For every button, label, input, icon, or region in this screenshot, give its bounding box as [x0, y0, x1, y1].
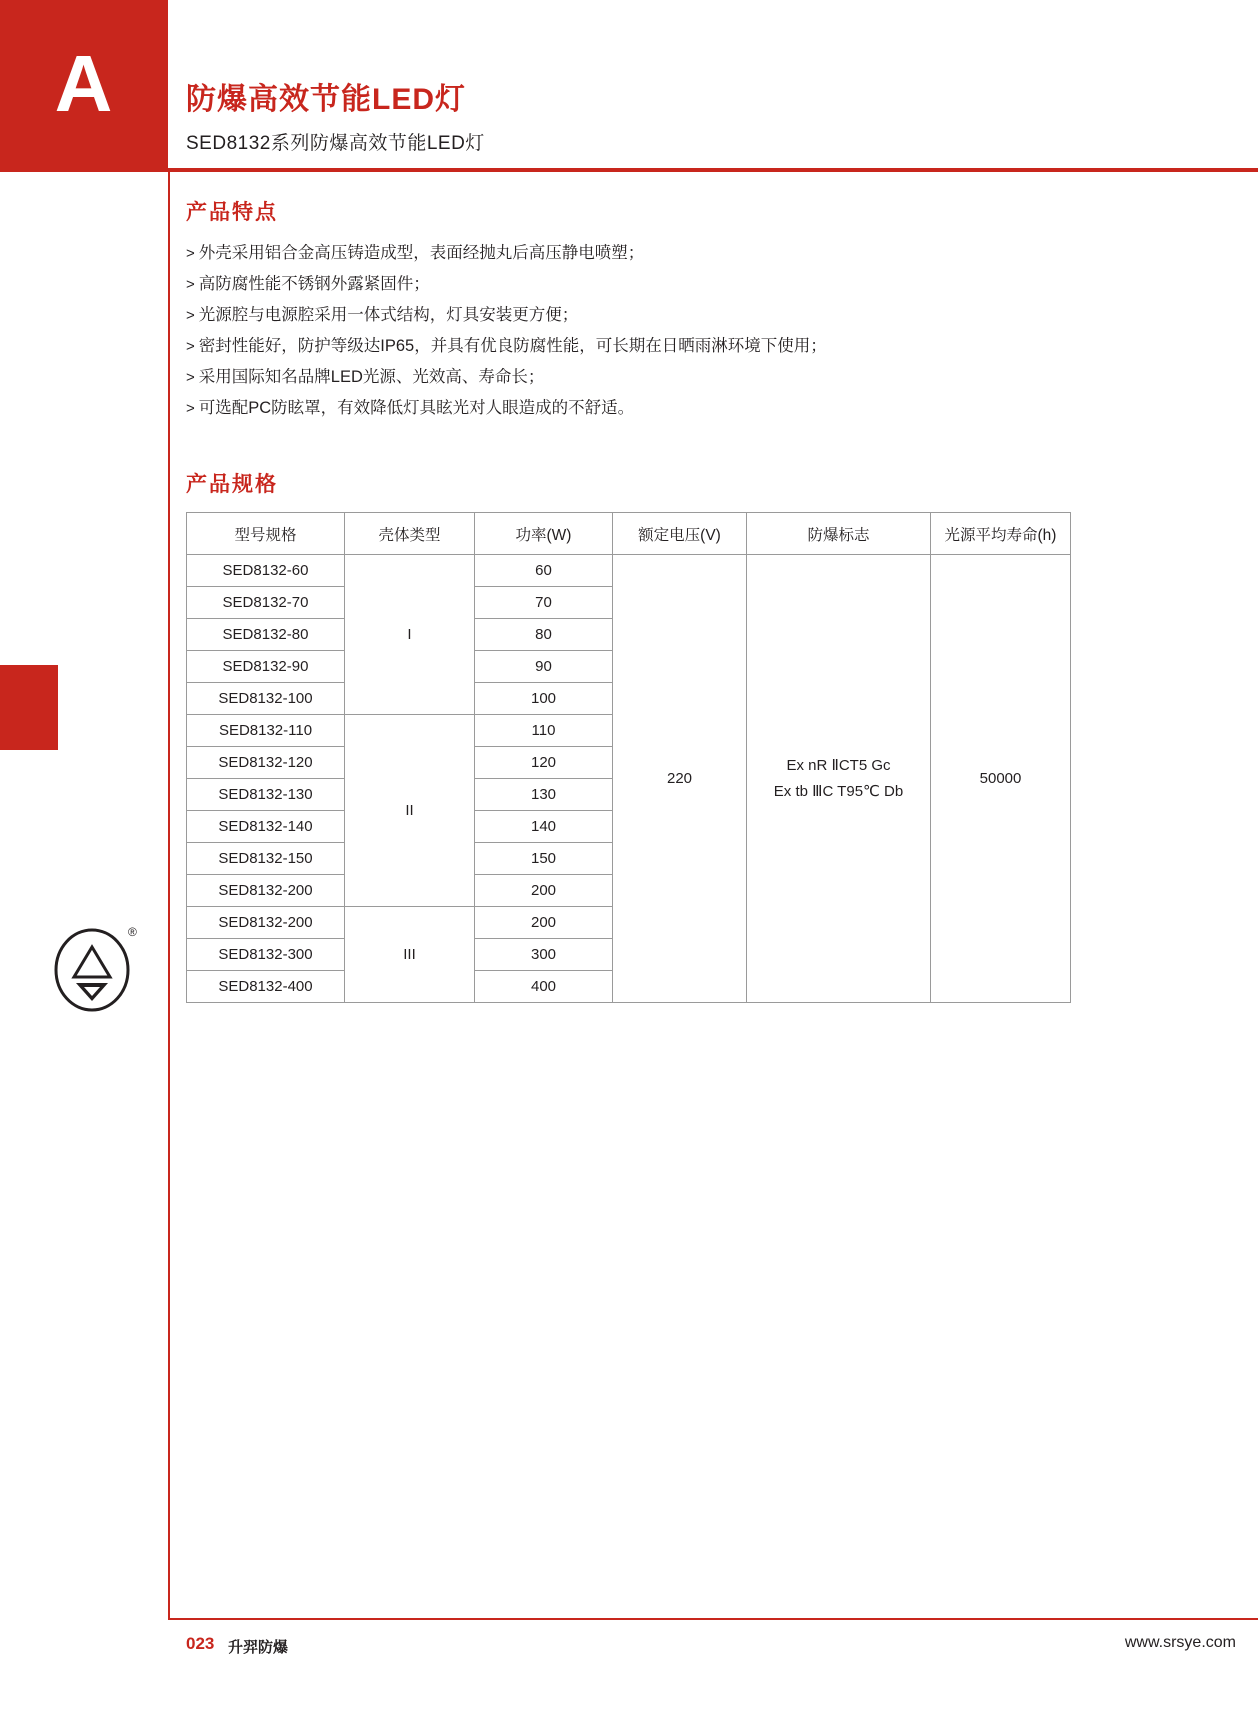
footer-brand: 升羿防爆 — [228, 1639, 289, 1656]
section-letter: A — [54, 39, 114, 128]
bullet-icon: > — [186, 307, 195, 324]
cell-power: 400 — [475, 971, 613, 1003]
table-row — [187, 555, 1071, 587]
list-item — [186, 362, 1086, 393]
cell-power: 90 — [475, 651, 613, 683]
ex-mark-line-2: Ex tb ⅢC T95℃ Db — [773, 782, 904, 800]
cell-shell-type: II — [345, 715, 475, 907]
list-item — [186, 393, 1086, 424]
cell-power: 100 — [475, 683, 613, 715]
bullet-icon: > — [186, 245, 195, 262]
left-index-tab — [0, 665, 58, 750]
cell-model: SED8132-200 — [187, 875, 345, 907]
page-title-tail: 灯 — [435, 83, 466, 116]
list-item — [186, 238, 1086, 269]
specs-section-title: 产品规格 — [186, 473, 278, 496]
cell-model: SED8132-80 — [187, 619, 345, 651]
feature-text: 可选配PC防眩罩，有效降低灯具眩光对人眼造成的不舒适。 — [198, 399, 635, 417]
bullet-icon: > — [186, 400, 195, 417]
cell-model: SED8132-200 — [187, 907, 345, 939]
cell-power: 200 — [475, 907, 613, 939]
column-header-voltage: 额定电压(V) — [613, 513, 747, 555]
cell-model: SED8132-400 — [187, 971, 345, 1003]
page-subtitle: SED8132系列防爆高效节能LED灯 — [186, 133, 485, 154]
cell-model: SED8132-70 — [187, 587, 345, 619]
cell-power: 80 — [475, 619, 613, 651]
cell-shell-type: I — [345, 555, 475, 715]
column-header-power: 功率(W) — [475, 513, 613, 555]
cell-model: SED8132-150 — [187, 843, 345, 875]
feature-text: 采用国际知名品牌LED光源、光效高、寿命长； — [198, 368, 545, 386]
features-section-title: 产品特点 — [186, 201, 278, 224]
page-title-en: LED — [372, 83, 435, 116]
cell-power: 300 — [475, 939, 613, 971]
specifications-table — [186, 512, 1071, 1003]
feature-text: 光源腔与电源腔采用一体式结构，灯具安装更方便； — [198, 306, 579, 324]
cell-ex-mark — [747, 555, 931, 1003]
company-logo — [50, 925, 150, 1015]
cell-power: 130 — [475, 779, 613, 811]
cell-power: 60 — [475, 555, 613, 587]
bullet-icon: > — [186, 276, 195, 293]
cell-voltage: 220 — [613, 555, 747, 1003]
cell-model: SED8132-300 — [187, 939, 345, 971]
cell-power: 120 — [475, 747, 613, 779]
ex-mark-line-1: Ex nR ⅡCT5 Gc — [786, 756, 891, 774]
column-header-shell: 壳体类型 — [345, 513, 475, 555]
features-list — [186, 238, 1086, 424]
page-header — [0, 0, 1258, 172]
page-title-cn: 防爆高效节能 — [186, 83, 372, 116]
feature-text: 外壳采用铝合金高压铸造成型，表面经抛丸后高压静电喷塑； — [198, 244, 645, 262]
registered-trademark-icon: ® — [128, 925, 137, 939]
cell-model: SED8132-60 — [187, 555, 345, 587]
cell-power: 140 — [475, 811, 613, 843]
cell-life: 50000 — [931, 555, 1071, 1003]
list-item — [186, 269, 1086, 300]
cell-power: 200 — [475, 875, 613, 907]
column-header-ex-mark: 防爆标志 — [747, 513, 931, 555]
cell-model: SED8132-110 — [187, 715, 345, 747]
feature-text: 密封性能好，防护等级达IP65，并具有优良防腐性能，可长期在日晒雨淋环境下使用； — [198, 337, 827, 355]
column-header-model: 型号规格 — [187, 513, 345, 555]
content-frame-bottom-rule — [168, 1618, 1258, 1620]
list-item — [186, 331, 1086, 362]
cell-power: 70 — [475, 587, 613, 619]
cell-model: SED8132-130 — [187, 779, 345, 811]
cell-model: SED8132-90 — [187, 651, 345, 683]
cell-power: 110 — [475, 715, 613, 747]
list-item — [186, 300, 1086, 331]
table-header-row — [187, 513, 1071, 555]
cell-model: SED8132-140 — [187, 811, 345, 843]
footer-website: www.srsye.com — [1124, 1634, 1236, 1651]
bullet-icon: > — [186, 369, 195, 386]
cell-model: SED8132-100 — [187, 683, 345, 715]
page-title — [186, 74, 466, 118]
page-number: 023 — [186, 1634, 215, 1653]
feature-text: 高防腐性能不锈钢外露紧固件； — [198, 275, 430, 293]
cell-shell-type: III — [345, 907, 475, 1003]
cell-power: 150 — [475, 843, 613, 875]
column-header-life: 光源平均寿命(h) — [931, 513, 1071, 555]
bullet-icon: > — [186, 338, 195, 355]
cell-model: SED8132-120 — [187, 747, 345, 779]
